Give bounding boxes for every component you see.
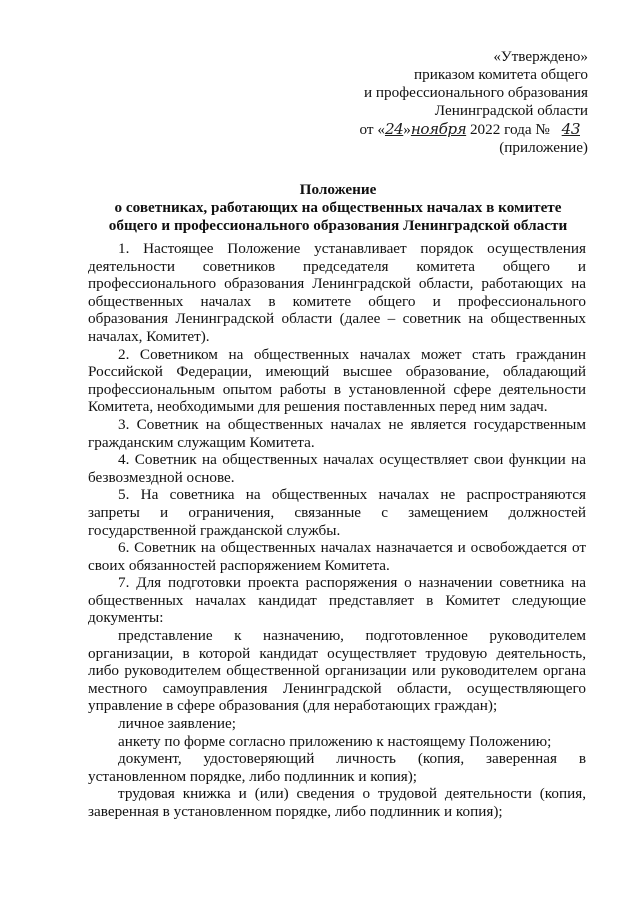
list-item: документ, удостоверяющий личность (копия, заверенная в установленном порядке, либо подлинник и копия); [88,750,586,785]
title-line: общего и профессионального образования Ленинградской области [108,217,568,234]
list-item: трудовая книжка и (или) сведения о трудовой деятельности (копия, заверенная в установленном порядке, либо подлинник и копия); [88,785,586,820]
approval-block [300,48,588,157]
title-line: Положение [299,181,377,198]
date-prefix: от « [359,121,385,138]
paragraph: 6. Советник на общественных началах назначается и освобождается от своих обязанностей распоряжением Комитета. [88,539,586,574]
approval-line: приказом комитета общего [414,66,588,83]
handwritten-order-number: 43 [561,120,580,138]
list-item: анкету по форме согласно приложению к настоящему Положению; [118,732,552,750]
list-item: личное заявление; [118,715,237,733]
document-title [60,181,616,235]
date-separator: » [403,121,411,138]
paragraph: 1. Настоящее Положение устанавливает порядок осуществления деятельности советников председателя комитета общего и профессионального образования Ленинградской области, работающих на общественных началах в комитете общего и профессионального образования Ленинградской области (далее – советник на общественных началах, Комитет). [88,240,586,345]
date-year: 2022 года № [466,121,554,138]
approval-line: Ленинградской области [434,102,588,119]
paragraph: 5. На советника на общественных началах не распространяются запреты и ограничения, связанные с замещением должностей государственной гражданской службы. [88,486,586,539]
paragraph: 4. Советник на общественных началах осуществляет свои функции на безвозмездной основе. [88,451,586,486]
approval-stamp: «Утверждено» [493,48,588,65]
approval-date-line [300,120,588,139]
handwritten-day: 24 [384,120,404,138]
document-body [88,240,586,821]
approval-line: и профессионального образования [364,84,588,101]
title-line: о советниках, работающих на общественных началах в комитете [114,199,562,216]
list-item: представление к назначению, подготовленное руководителем организации, в которой кандидат осуществляет трудовую деятельность, либо руководителем общественной организации или руководителем органа местного самоуправления Ленинградской области, осуществляющего управление в сфере образования (для неработающих граждан); [88,627,586,715]
paragraph: 7. Для подготовки проекта распоряжения о назначении советника на общественных началах кандидат представляет в Комитет следующие документы: [88,574,586,627]
handwritten-month: ноября [410,120,467,138]
paragraph: 3. Советник на общественных началах не является государственным гражданским служащим Комитета. [88,415,586,451]
attachment-label: (приложение) [499,139,588,156]
paragraph: 2. Советником на общественных началах может стать гражданин Российской Федерации, имеющий высшее образование, обладающий профессиональным опытом работы в установленной сфере деятельности Комитета, необходимыми для решения поставленных перед ним задач. [88,345,586,416]
